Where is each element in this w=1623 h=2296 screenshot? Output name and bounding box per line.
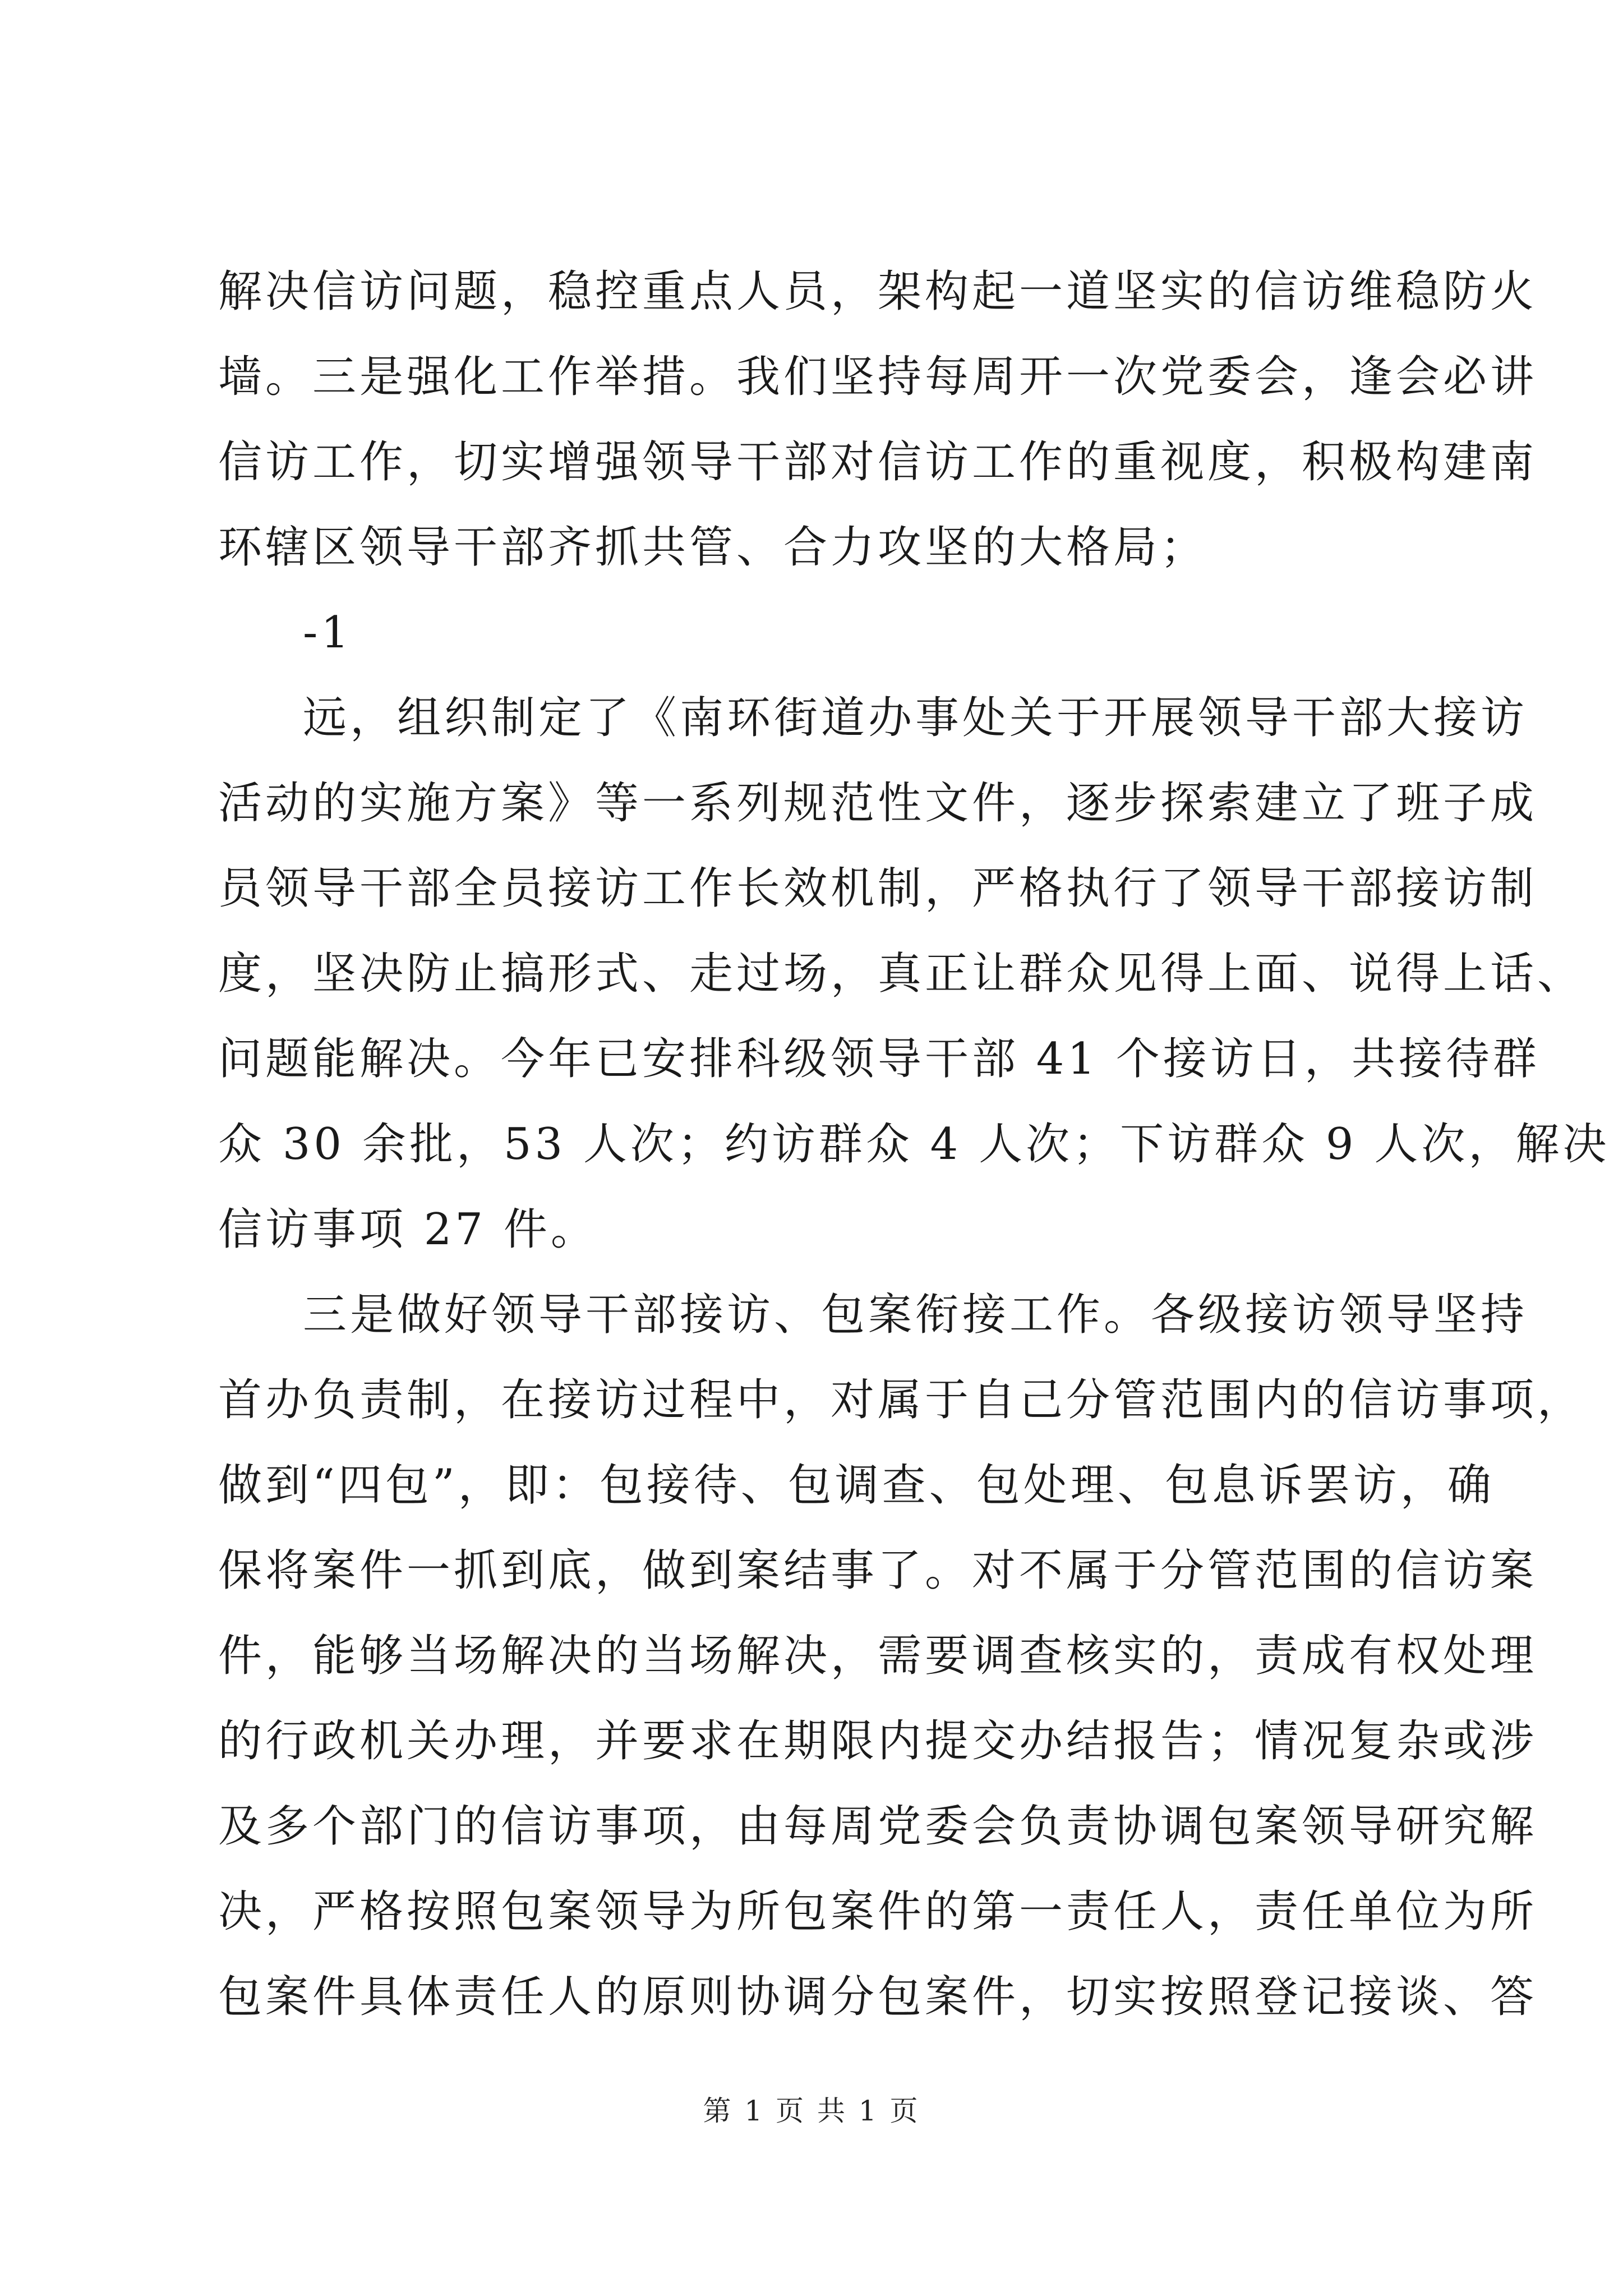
paragraph-line: 信访工作，切实增强领导干部对信访工作的重视度，积极构建南 bbox=[218, 437, 1538, 487]
paragraph-line: 保将案件一抓到底，做到案结事了。对不属于分管范围的信访案 bbox=[218, 1545, 1538, 1596]
paragraph-line: 解决信访问题，稳控重点人员，架构起一道坚实的信访维稳防火 bbox=[218, 266, 1538, 317]
paragraph-line: 信访事项 27 件。 bbox=[218, 1204, 598, 1255]
paragraph-line: 做到“四包”，即：包接待、包调查、包处理、包息诉罢访，确 bbox=[218, 1460, 1495, 1511]
paragraph-line: 度，坚决防止搞形式、走过场，真正让群众见得上面、说得上话、 bbox=[218, 949, 1585, 999]
page-footer: 第 1 页 共 1 页 bbox=[703, 2095, 920, 2127]
paragraph-line: 三是做好领导干部接访、包案衔接工作。各级接访领导坚持 bbox=[303, 1290, 1528, 1340]
paragraph-line: 远，组织制定了《南环街道办事处关于开展领导干部大接访 bbox=[303, 693, 1528, 743]
page-fragment-number: -1 bbox=[303, 608, 352, 658]
paragraph-line: 决，严格按照包案领导为所包案件的第一责任人，责任单位为所 bbox=[218, 1887, 1538, 1937]
paragraph-line: 的行政机关办理，并要求在期限内提交办结报告；情况复杂或涉 bbox=[218, 1716, 1538, 1766]
paragraph-line: 及多个部门的信访事项，由每周党委会负责协调包案领导研究解 bbox=[218, 1801, 1538, 1852]
paragraph-line: 墙。三是强化工作举措。我们坚持每周开一次党委会，逢会必讲 bbox=[218, 352, 1538, 402]
paragraph-line: 包案件具体责任人的原则协调分包案件，切实按照登记接谈、答 bbox=[218, 1972, 1538, 2022]
paragraph-line: 件，能够当场解决的当场解决，需要调查核实的，责成有权处理 bbox=[218, 1631, 1538, 1681]
paragraph-line: 首办负责制，在接访过程中，对属于自己分管范围内的信访事项， bbox=[218, 1375, 1585, 1425]
paragraph-line: 活动的实施方案》等一系列规范性文件，逐步探索建立了班子成 bbox=[218, 778, 1538, 829]
paragraph-line: 众 30 余批，53 人次；约访群众 4 人次；下访群众 9 人次，解决 bbox=[218, 1119, 1610, 1170]
paragraph-line: 问题能解决。今年已安排科级领导干部 41 个接访日，共接待群 bbox=[218, 1034, 1540, 1084]
paragraph-line: 员领导干部全员接访工作长效机制，严格执行了领导干部接访制 bbox=[218, 863, 1538, 914]
paragraph-line: 环辖区领导干部齐抓共管、合力攻坚的大格局； bbox=[218, 522, 1208, 573]
